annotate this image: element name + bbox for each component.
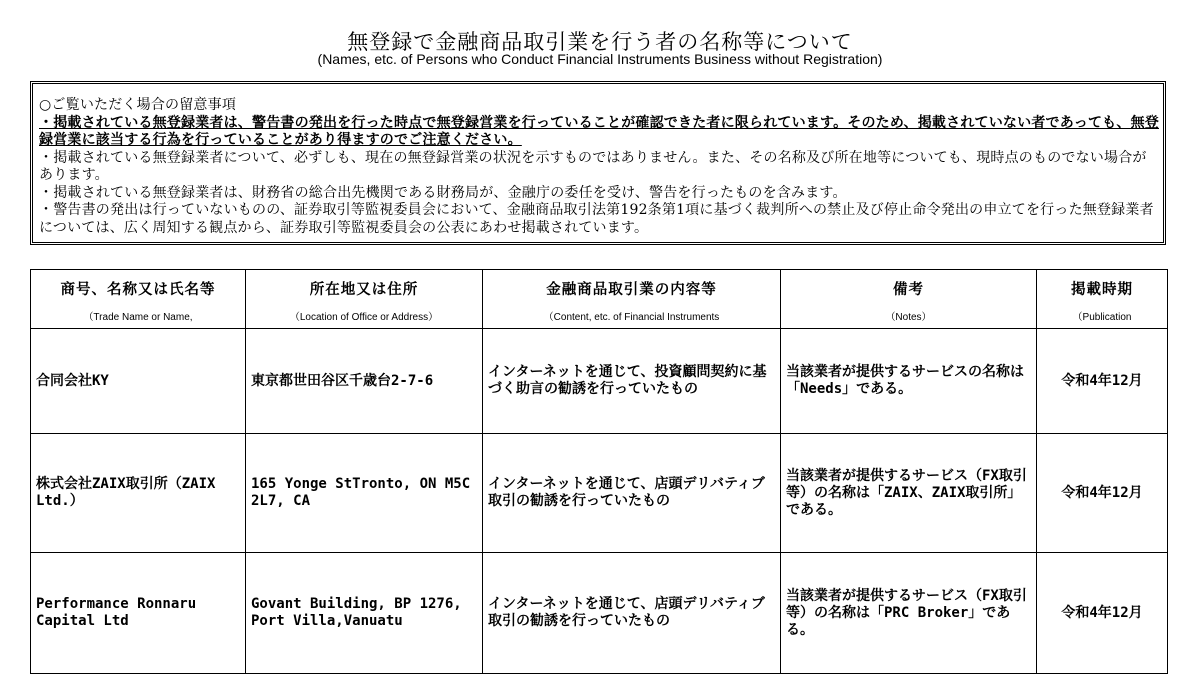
unregistered-business-table — [30, 269, 1168, 674]
cell-notes: 当該業者が提供するサービス（FX取引等）の名称は「PRC Broker」である。 — [781, 553, 1037, 674]
cell-name: Performance Ronnaru Capital Ltd — [31, 553, 246, 674]
cell-publication: 令和4年12月 — [1037, 553, 1168, 674]
table-header-row — [31, 270, 1168, 329]
column-header-name: 商号、名称又は氏名等 （Trade Name or Name, — [31, 270, 246, 329]
notice-bullet-4: ・警告書の発出は行っていないものの、証券取引等監視委員会において、金融商品取引法第192条第1項に基づく裁判所への禁止及び停止命令発出の申立てを行った無登録業者については、広く周知する観点から、証券取引等監視委員会の公表にあわせ掲載されています。 — [39, 202, 1154, 236]
notice-bullet-2: ・掲載されている無登録業者について、必ずしも、現在の無登録営業の状況を示すものではありません。また、その名称及び所在地等についても、現時点のものでない場合があります。 — [39, 149, 1147, 183]
cell-publication: 令和4年12月 — [1037, 329, 1168, 434]
cell-address: Govant Building, BP 1276, Port Villa,Vanuatu — [246, 553, 483, 674]
notice-heading: ○ご覧いただく場合の留意事項 — [39, 97, 237, 113]
column-header-address: 所在地又は住所 （Location of Office or Address） — [246, 270, 483, 329]
cell-publication: 令和4年12月 — [1037, 434, 1168, 553]
cell-notes: 当該業者が提供するサービスの名称は「Needs」である。 — [781, 329, 1037, 434]
cell-content: インターネットを通じて、店頭デリバティブ取引の勧誘を行っていたもの — [483, 434, 781, 553]
table-row — [31, 434, 1168, 553]
column-header-notes: 備考 （Notes） — [781, 270, 1037, 329]
column-header-content: 金融商品取引業の内容等 （Content, etc. of Financial Instruments — [483, 270, 781, 329]
cell-content: インターネットを通じて、投資顧問契約に基づく助言の勧誘を行っていたもの — [483, 329, 781, 434]
cell-name: 合同会社KY — [31, 329, 246, 434]
notice-bullet-3: ・掲載されている無登録業者は、財務省の総合出先機関である財務局が、金融庁の委任を受け、警告を行ったものを含みます。 — [39, 184, 847, 201]
page-subtitle: (Names, etc. of Persons who Conduct Financial Instruments Business without Registration) — [317, 51, 883, 67]
cell-address: 165 Yonge StTronto, ON M5C 2L7, CA — [246, 434, 483, 553]
notice-box — [30, 81, 1166, 245]
cell-address: 東京都世田谷区千歳台2-7-6 — [246, 329, 483, 434]
table-row — [31, 553, 1168, 674]
cell-content: インターネットを通じて、店頭デリバティブ取引の勧誘を行っていたもの — [483, 553, 781, 674]
notice-bullet-1: ・掲載されている無登録業者は、警告書の発出を行った時点で無登録営業を行っていることが確認できた者に限られています。そのため、掲載されていない者であっても、無登録営業に該当する行為を行っていることがあり得ますのでご注意ください。 — [39, 114, 1159, 148]
page-title: 無登録で金融商品取引業を行う者の名称等について — [347, 30, 853, 54]
table-row — [31, 329, 1168, 434]
cell-notes: 当該業者が提供するサービス（FX取引等）の名称は「ZAIX、ZAIX取引所」である。 — [781, 434, 1037, 553]
column-header-publication: 掲載時期 （Publication — [1037, 270, 1168, 329]
cell-name: 株式会社ZAIX取引所（ZAIX Ltd.） — [31, 434, 246, 553]
